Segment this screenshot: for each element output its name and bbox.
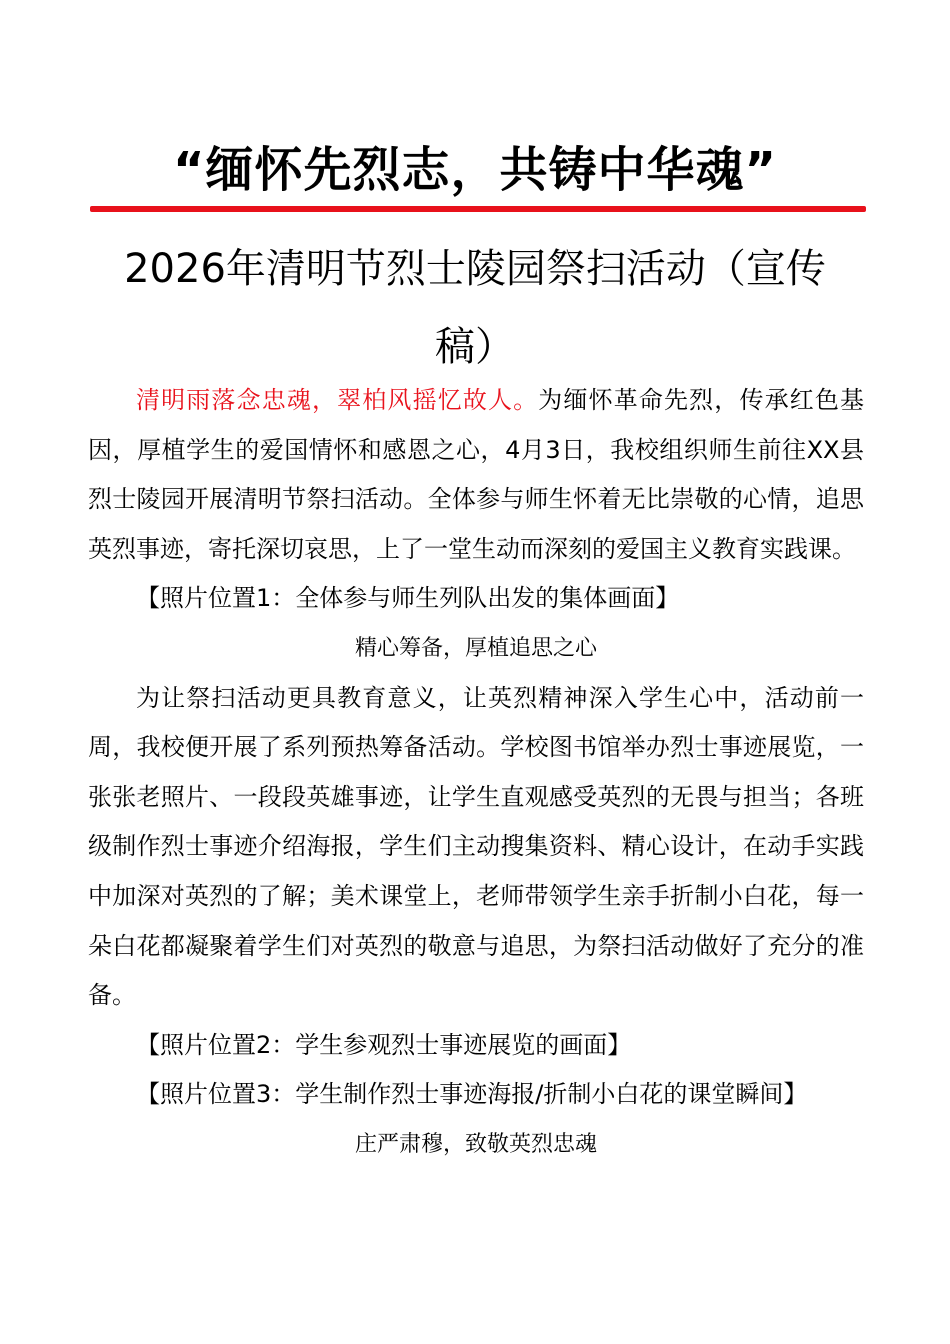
photo-placeholder-1: 【照片位置1：全体参与师生列队出发的集体画面】 — [136, 584, 680, 613]
main-title: “缅怀先烈志，共铸中华魂” — [172, 142, 778, 198]
document-body — [88, 376, 864, 1170]
intro-highlight: 清明雨落念忠魂，翠柏风摇忆故人。 — [136, 386, 539, 414]
section-1-paragraph: 为让祭扫活动更具教育意义，让英烈精神深入学生心中，活动前一周，我校便开展了系列预热筹备活动。学校图书馆举办烈士事迹展览，一张张老照片、一段段英雄事迹，让学生直观感受英烈的无畏与担当；各班级制作烈士事迹介绍海报，学生们主动搜集资料、精心设计，在动手实践中加深对英烈的了解；美术课堂上，老师带领学生亲手折制小白花，每一朵白花都凝聚着学生们对英烈的敬意与追思，为祭扫活动做好了充分的准备。 — [88, 683, 864, 1010]
intro-paragraph — [88, 376, 864, 574]
photo-placeholder-2: 【照片位置2：学生参观烈士事迹展览的画面】 — [136, 1030, 632, 1059]
section-heading-2: 庄严肃穆，致敬英烈忠魂 — [354, 1131, 597, 1157]
section-heading-1: 精心筹备，厚植追思之心 — [354, 635, 597, 661]
intro-text: 为缅怀革命先烈，传承红色基因，厚植学生的爱国情怀和感恩之心，4月3日，我校组织师生前往XX县烈士陵园开展清明节祭扫活动。全体参与师生怀着无比崇敬的心情，追思英烈事迹，寄托深切哀思，上了一堂生动而深刻的爱国主义教育实践课。 — [88, 386, 865, 563]
photo-placeholder-3: 【照片位置3：学生制作烈士事迹海报/折制小白花的课堂瞬间】 — [136, 1080, 808, 1109]
title-underline-rule — [90, 206, 866, 212]
sub-title: 2026年清明节烈士陵园祭扫活动（宣传稿） — [124, 246, 826, 370]
